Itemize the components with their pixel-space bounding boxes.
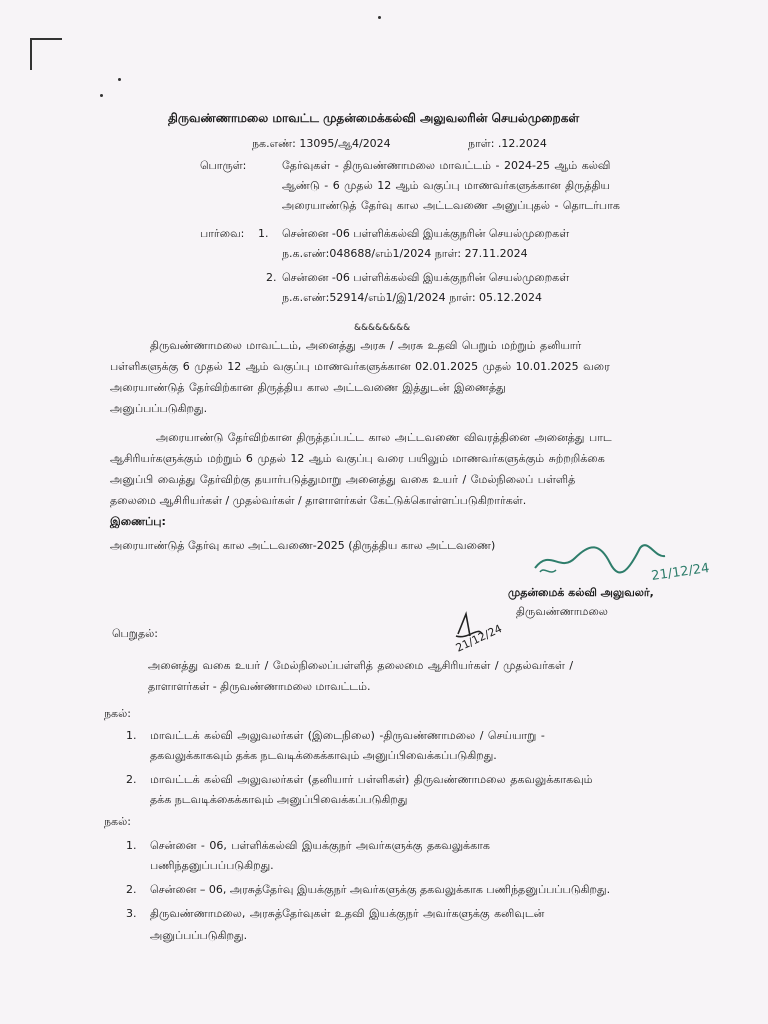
reference-number-item: 2. — [266, 271, 277, 284]
copy-label: நகல்: — [104, 707, 131, 720]
reference-number: நக.எண்: 13095/ஆ4/2024 — [252, 137, 391, 150]
body-line: ஆசிரியர்களுக்கும் மற்றும் 6 முதல் 12 ஆம் வகுப்பு வரை பயிலும் மாணவர்களுக்கும் சுற்றறிக்கை — [110, 452, 605, 465]
copy-item-number: 1. — [126, 839, 137, 852]
enclosure-text: அரையாண்டுத் தேர்வு கால அட்டவணை-2025 (திருத்திய கால அட்டவணை) — [110, 539, 496, 552]
copy-item-number: 2. — [126, 773, 137, 786]
reference-label: பார்வை: — [200, 227, 245, 240]
body-line: திருவண்ணாமலை மாவட்டம், அனைத்து அரசு / அரசு உதவி பெறும் மற்றும் தனியார் — [150, 339, 582, 352]
enclosure-label: இணைப்பு: — [110, 515, 166, 528]
scan-dot — [118, 78, 121, 81]
recipients-line: அனைத்து வகை உயர் / மேல்நிலைப்பள்ளித் தலைமை ஆசிரியர்கள் / முதல்வர்கள் / — [148, 659, 574, 672]
copy-line: திருவண்ணாமலை, அரசுத்தேர்வுகள் உதவி இயக்குநர் அவர்களுக்கு கனிவுடன் — [150, 907, 545, 920]
copy-line: மாவட்டக் கல்வி அலுவலர்கள் (தனியார் பள்ளிகள்) திருவண்ணாமலை தகவலுக்காகவும் — [150, 773, 593, 786]
subject-line: ஆண்டு - 6 முதல் 12 ஆம் வகுப்பு மாணவர்களுக்கான திருத்திய — [282, 179, 610, 192]
scan-dot — [100, 94, 103, 97]
signature-date: 21/12/24 — [650, 560, 711, 584]
copy-line: தகவலுக்காகவும் தக்க நடவடிக்கைக்காவும் அனுப்பிவைக்கப்படுகிறது. — [150, 749, 497, 762]
officer-place: திருவண்ணாமலை — [516, 605, 608, 618]
officer-designation: முதன்மைக் கல்வி அலுவலர், — [508, 586, 654, 599]
copy-line: தக்க நடவடிக்கைக்காவும் அனுப்பிவைக்கப்படுகிறது — [150, 793, 408, 806]
recipients-label: பெறுதல்: — [112, 627, 158, 640]
reference-number-item: 1. — [258, 227, 269, 240]
officer-signature — [530, 528, 730, 588]
reference-line: ந.க.எண்:048688/எம்1/2024 நாள்: 27.11.2024 — [282, 247, 528, 260]
copy-label: நகல்: — [104, 815, 131, 828]
document-title: திருவண்ணாமலை மாவட்ட முதன்மைக்கல்வி அலுவலரின் செயல்முறைகள் — [168, 111, 580, 125]
reference-line: சென்னை -06 பள்ளிக்கல்வி இயக்குநரின் செயல்முறைகள் — [282, 271, 570, 284]
body-line: பள்ளிகளுக்கு 6 முதல் 12 ஆம் வகுப்பு மாணவர்களுக்கான 02.01.2025 முதல் 10.01.2025 வரை — [110, 360, 610, 373]
initial-date: 21/12/24 — [453, 622, 505, 655]
date-label: நாள்: .12.2024 — [468, 137, 547, 150]
body-line: அனுப்பி வைத்து தேர்விற்கு தயார்படுத்துமாறு அனைத்து வகை உயர் / மேல்நிலைப் பள்ளித் — [110, 473, 576, 486]
recipients-line: தாளாளர்கள் - திருவண்ணாமலை மாவட்டம். — [148, 680, 371, 693]
reference-line: ந.க.எண்:52914/எம்1/இ1/2024 நாள்: 05.12.2024 — [282, 291, 543, 304]
separator: &&&&&&&& — [354, 323, 411, 333]
copy-line: மாவட்டக் கல்வி அலுவலர்கள் (இடைநிலை) -திருவண்ணாமலை / செய்யாறு - — [150, 729, 545, 742]
body-line: அரையாண்டு தேர்விற்கான திருத்தப்பட்ட கால அட்டவணை விவரத்தினை அனைத்து பாட — [156, 431, 612, 444]
subject-line: தேர்வுகள் - திருவண்ணாமலை மாவட்டம் - 2024-25 ஆம் கல்வி — [282, 159, 611, 172]
body-line: தலைமை ஆசிரியர்கள் / முதல்வர்கள் / தாளாளர்கள் கேட்டுக்கொள்ளப்படுகிறார்கள். — [110, 494, 527, 507]
subject-line: அரையாண்டுத் தேர்வு கால அட்டவணை அனுப்புதல் - தொடர்பாக — [282, 199, 620, 212]
body-line: அனுப்பப்படுகிறது. — [110, 402, 208, 415]
body-line: அரையாண்டுத் தேர்விற்கான திருத்திய கால அட்டவணை இத்துடன் இணைத்து — [110, 381, 506, 394]
scan-dot — [378, 16, 381, 19]
reference-line: சென்னை -06 பள்ளிக்கல்வி இயக்குநரின் செயல்முறைகள் — [282, 227, 570, 240]
copy-line: பணிந்தனுப்பப்படுகிறது. — [150, 859, 274, 872]
copy-line: அனுப்பப்படுகிறது. — [150, 929, 248, 942]
initial-signature — [448, 606, 518, 662]
copy-item-number: 3. — [126, 907, 137, 920]
corner-mark — [30, 38, 62, 70]
copy-line: சென்னை - 06, பள்ளிக்கல்வி இயக்குநர் அவர்களுக்கு தகவலுக்காக — [150, 839, 490, 852]
copy-item-number: 2. — [126, 883, 137, 896]
copy-item-number: 1. — [126, 729, 137, 742]
subject-label: பொருள்: — [200, 159, 247, 172]
copy-line: சென்னை – 06, அரசுத்தேர்வு இயக்குநர் அவர்களுக்கு தகவலுக்காக பணிந்தனுப்பப்படுகிறது. — [150, 883, 611, 896]
